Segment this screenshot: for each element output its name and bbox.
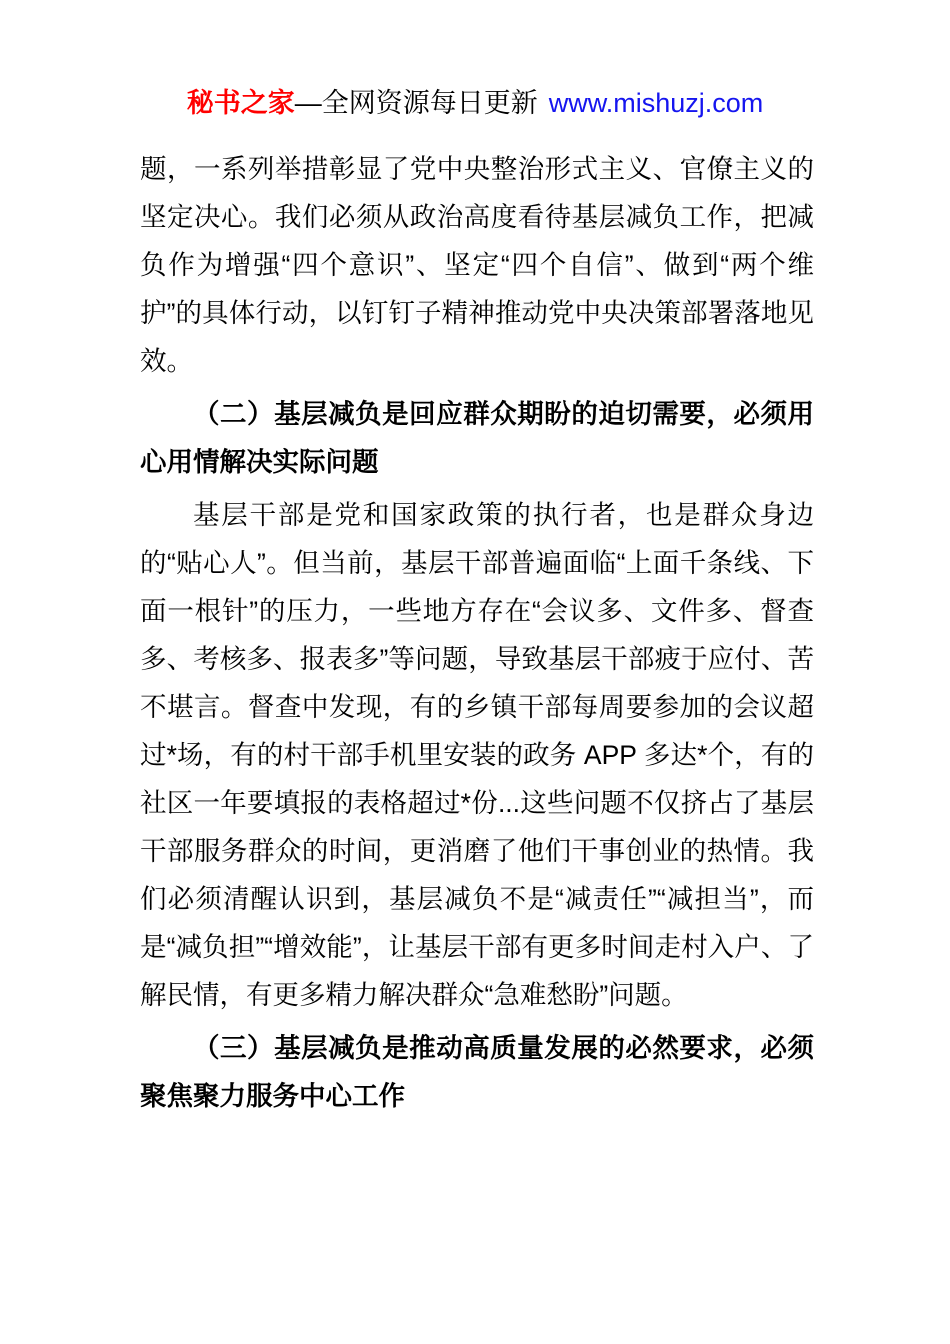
site-tagline: —全网资源每日更新 (294, 88, 538, 118)
paragraph-grassroots-cadres: 基层干部是党和国家政策的执行者，也是群众身边的“贴心人”。但当前，基层干部普遍面临“上面千条线、下面一根针”的压力，一些地方存在“会议多、文件多、督查多、考核多、报表多”等问题，导致基层干部疲于应付、苦不堪言。督查中发现，有的乡镇干部每周要参加的会议超过*场，有的村干部手机里安装的政务 APP 多达*个，有的社区一年要填报的表格超过*份...这些问题不仅挤占了基层干部服务群众的时间，更消磨了他们干事创业的热情。我们必须清醒认识到，基层减负不是“减责任”“减担当”，而是“减负担”“增效能”，让基层干部有更多时间走村入户、了解民情，有更多精力解决群众“急难愁盼”问题。 (140, 500, 814, 1010)
site-url-link[interactable]: www.mishuzj.com (548, 88, 764, 118)
site-name: 秘书之家 (186, 88, 295, 118)
paragraph-political-resolve: 题，一系列举措彰显了党中央整治形式主义、官僚主义的坚定决心。我们必须从政治高度看待基层减负工作，把减负作为增强“四个意识”、坚定“四个自信”、做到“两个维护”的具体行动，以钉钉子精神推动党中央决策部署落地见效。 (140, 154, 814, 376)
document-body (140, 145, 814, 1120)
site-header (0, 84, 950, 122)
heading-section-three: （三）基层减负是推动高质量发展的必然要求，必须聚焦聚力服务中心工作 (140, 1033, 814, 1111)
heading-section-two: （二）基层减负是回应群众期盼的迫切需要，必须用心用情解决实际问题 (140, 399, 814, 477)
